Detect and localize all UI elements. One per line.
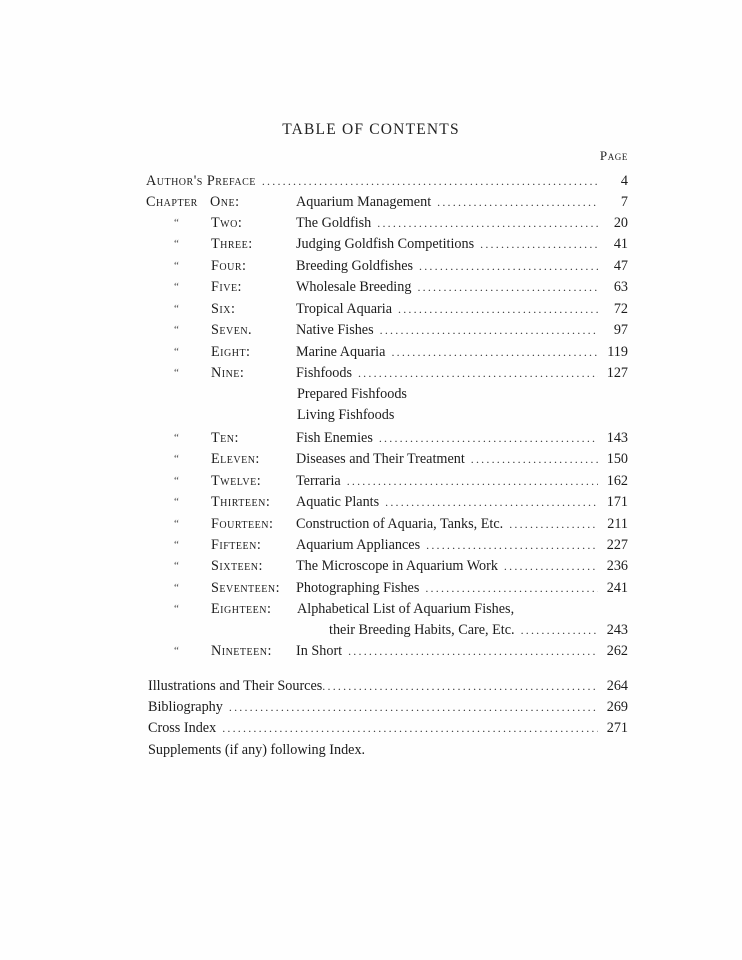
page-number: 97 [613, 322, 628, 338]
page-number: 143 [606, 430, 628, 446]
toc-subsection[interactable] [0, 405, 742, 426]
dot-leader [521, 620, 598, 641]
ditto-mark: “ [174, 475, 179, 487]
page-number: 227 [606, 537, 628, 553]
subsection-title: Living Fishfoods [297, 407, 395, 423]
page-number: 119 [607, 344, 628, 360]
chapter-number: Sixteen: [211, 558, 263, 574]
ditto-mark: “ [174, 281, 179, 293]
page-number: 72 [613, 301, 628, 317]
dot-leader [262, 171, 598, 192]
dot-leader [419, 256, 598, 277]
ditto-mark: “ [174, 539, 179, 551]
ditto-mark: “ [174, 560, 179, 572]
dot-leader [348, 641, 598, 662]
chapter-title: Breeding Goldfishes [296, 258, 414, 274]
chapter-prefix: Chapter [146, 194, 198, 210]
page-number: 20 [613, 215, 628, 231]
page-number: 41 [613, 236, 628, 252]
page-number: 269 [606, 699, 628, 715]
ditto-mark: “ [174, 496, 179, 508]
chapter-number: Three: [211, 236, 253, 252]
toc-entry-chapter-continued[interactable] [0, 620, 742, 641]
chapter-title: In Short [296, 643, 343, 659]
chapter-number: Five: [211, 279, 242, 295]
dot-leader [380, 320, 598, 341]
entry-title: Illustrations and Their Sources [148, 678, 323, 694]
chapter-title: Alphabetical List of Aquarium Fishes, [297, 601, 515, 617]
chapter-number: Twelve: [211, 473, 262, 489]
page-number: 243 [606, 622, 628, 638]
chapter-title: Fishfoods [296, 365, 352, 381]
page-number: 4 [620, 173, 628, 189]
entry-title: Author's Preface [146, 173, 256, 189]
dot-leader [504, 556, 598, 577]
chapter-title: Wholesale Breeding [296, 279, 412, 295]
dot-leader [379, 428, 598, 449]
entry-title: Cross Index [148, 720, 217, 736]
chapter-title: Native Fishes [296, 322, 374, 338]
ditto-mark: “ [174, 346, 179, 358]
chapter-number: Fifteen: [211, 537, 262, 553]
dot-leader [322, 676, 598, 697]
toc-entry-chapter[interactable] [0, 234, 742, 255]
page-number: 150 [606, 451, 628, 467]
chapter-title: The Microscope in Aquarium Work [296, 558, 498, 574]
entry-title: Bibliography [148, 699, 223, 715]
ditto-mark: “ [174, 238, 179, 250]
page-number: 47 [613, 258, 628, 274]
dot-leader [229, 697, 598, 718]
chapter-number: Four: [211, 258, 247, 274]
footnote [0, 740, 742, 761]
toc-entry-chapter[interactable] [0, 471, 742, 492]
chapter-number: Nine: [211, 365, 245, 381]
chapter-title-continued: their Breeding Habits, Care, Etc. [329, 622, 515, 638]
chapter-title: Photographing Fishes [296, 580, 420, 596]
dot-leader [426, 535, 598, 556]
chapter-number: Nineteen: [211, 643, 272, 659]
toc-entry-chapter[interactable] [0, 342, 742, 363]
dot-leader [358, 363, 598, 384]
chapter-number: One: [210, 194, 240, 210]
toc-entry-chapter[interactable] [0, 535, 742, 556]
ditto-mark: “ [174, 324, 179, 336]
ditto-mark: “ [174, 432, 179, 444]
dot-leader [509, 514, 598, 535]
toc-entry-chapter[interactable] [0, 192, 742, 213]
page-number: 262 [606, 643, 628, 659]
ditto-mark: “ [174, 518, 179, 530]
chapter-title: Diseases and Their Treatment [296, 451, 465, 467]
page-number: 264 [606, 678, 628, 694]
chapter-title: Terraria [296, 473, 341, 489]
toc-entry-chapter[interactable] [0, 299, 742, 320]
chapter-number: Six: [211, 301, 236, 317]
page-number: 271 [606, 720, 628, 736]
toc-entry-chapter[interactable] [0, 277, 742, 298]
chapter-number: Fourteen: [211, 516, 274, 532]
dot-leader [471, 449, 598, 470]
chapter-title: The Goldfish [296, 215, 372, 231]
toc-entry-chapter[interactable] [0, 514, 742, 535]
chapter-number: Two: [211, 215, 243, 231]
chapter-title: Aquarium Appliances [296, 537, 421, 553]
toc-entry-back-matter[interactable] [0, 697, 742, 718]
dot-leader [391, 342, 598, 363]
ditto-mark: “ [174, 453, 179, 465]
supplements-note: Supplements (if any) following Index. [148, 742, 366, 758]
dot-leader [222, 718, 598, 739]
toc-entry-back-matter[interactable] [0, 676, 742, 697]
page-number: 162 [606, 473, 628, 489]
ditto-mark: “ [174, 303, 179, 315]
ditto-mark: “ [174, 260, 179, 272]
toc-entry-chapter[interactable] [0, 641, 742, 662]
chapter-title: Aquarium Management [296, 194, 432, 210]
toc-subsection[interactable] [0, 384, 742, 405]
toc-entry-chapter[interactable] [0, 428, 742, 449]
chapter-number: Eleven: [211, 451, 260, 467]
dot-leader [377, 213, 598, 234]
ditto-mark: “ [174, 603, 179, 615]
chapter-title: Construction of Aquaria, Tanks, Etc. [296, 516, 504, 532]
ditto-mark: “ [174, 645, 179, 657]
ditto-mark: “ [174, 217, 179, 229]
page-column-header: Page [599, 148, 628, 163]
chapter-number: Seven. [211, 322, 253, 338]
toc-entry-chapter[interactable] [0, 213, 742, 234]
toc-entry-chapter[interactable] [0, 449, 742, 470]
chapter-title: Fish Enemies [296, 430, 373, 446]
page-number: 63 [613, 279, 628, 295]
chapter-number: Thirteen: [211, 494, 271, 510]
toc-entry-chapter[interactable] [0, 256, 742, 277]
dot-leader [347, 471, 598, 492]
page-number: 7 [620, 194, 628, 210]
chapter-title: Judging Goldfish Competitions [296, 236, 475, 252]
toc-entry-chapter[interactable] [0, 363, 742, 384]
toc-entry-chapter[interactable] [0, 556, 742, 577]
chapter-title: Marine Aquaria [296, 344, 386, 360]
chapter-number: Ten: [211, 430, 239, 446]
page-number: 236 [606, 558, 628, 574]
toc-entry-chapter[interactable] [0, 578, 742, 599]
chapter-title: Aquatic Plants [296, 494, 380, 510]
chapter-number: Eighteen: [211, 601, 272, 617]
toc-entry-chapter[interactable] [0, 320, 742, 341]
dot-leader [480, 234, 598, 255]
dot-leader [417, 277, 598, 298]
subsection-title: Prepared Fishfoods [297, 386, 407, 402]
ditto-mark: “ [174, 582, 179, 594]
dot-leader [437, 192, 598, 213]
dot-leader [425, 578, 598, 599]
dot-leader [385, 492, 598, 513]
page-number: 241 [606, 580, 628, 596]
dot-leader [398, 299, 598, 320]
page-number: 127 [606, 365, 628, 381]
toc-entry-chapter[interactable] [0, 599, 742, 620]
chapter-title: Tropical Aquaria [296, 301, 393, 317]
toc-entry-preface[interactable] [0, 171, 742, 192]
chapter-number: Eight: [211, 344, 251, 360]
page-number: 171 [606, 494, 628, 510]
ditto-mark: “ [174, 367, 179, 379]
toc-entry-chapter[interactable] [0, 492, 742, 513]
toc-entry-back-matter[interactable] [0, 718, 742, 739]
chapter-number: Seventeen: [211, 580, 281, 596]
page-title: TABLE OF CONTENTS [282, 121, 460, 138]
page-number: 211 [607, 516, 628, 532]
